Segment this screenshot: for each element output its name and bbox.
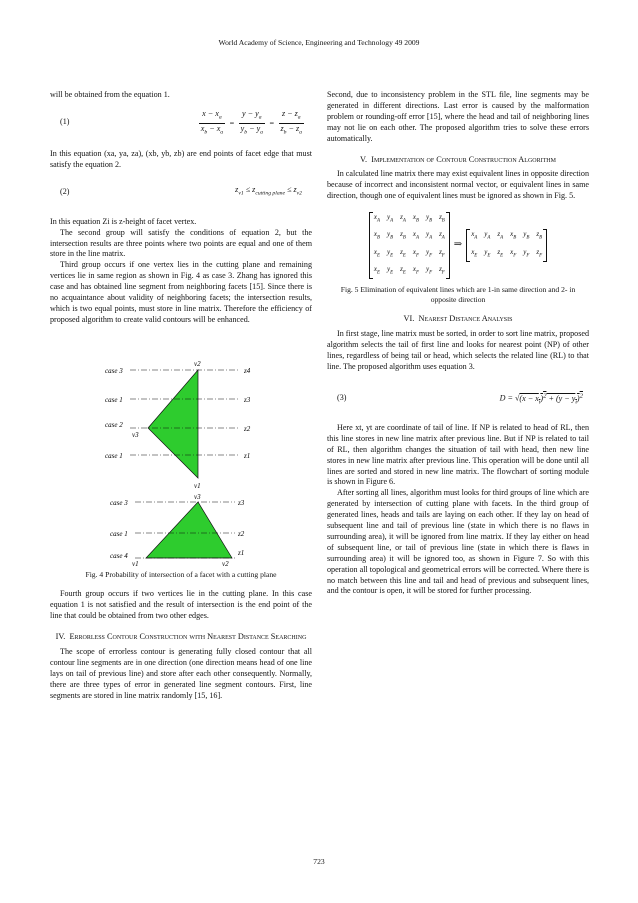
fig4-top <box>105 360 251 490</box>
paragraph: will be obtained from the equation 1. <box>50 90 170 99</box>
implies-arrow: ⇒ <box>453 239 463 251</box>
z-label: z2 <box>238 529 245 538</box>
paragraph: Here xt, yt are coordinate of tail of line. If NP is related to head of RL, then this line stores in new line matrix after previous line. But if NP is related to tail of RL, then algorithm changes the situation of tail with head, then new line stores in new line matrix after previous line. This operation will be done until all lines are sorted and stored in new line matrix. The flowchart of sorting module is shown in Figure 6. <box>327 422 589 487</box>
left-column <box>50 90 312 701</box>
vertex-label: v2 <box>194 359 201 368</box>
fig4-bottom <box>110 493 245 568</box>
paragraph: In this equation (xa, ya, za), (xb, yb, zb) are end points of facet edge that must satisfy the equation 2. <box>50 148 312 169</box>
equation-2 <box>50 179 312 209</box>
page-number: 723 <box>313 857 325 866</box>
equation-2-math: $z_{v1} \le z_{cutting plane} \le z_{v2}$ <box>235 184 302 197</box>
z-label: z1 <box>244 451 251 460</box>
figure-4-caption: Fig. 4 Probability of intersection of a facet with a cutting plane <box>85 569 277 579</box>
equation-number: (1) <box>60 116 70 126</box>
equation-1-math: $\frac{x - x_a}{x_b - x_a}$ = $\frac{y - y_a}{y_b - y_a}$ = $\frac{z - z_a}{z_b - z_a}$ <box>200 108 302 137</box>
right-column <box>327 90 589 597</box>
paragraph: The second group will satisfy the conditions of equation 2, but the intersection results are three points where two points are equal and one of them store in the line matrix. <box>50 227 312 259</box>
paragraph: The scope of errorless contour is generating fully closed contour that all contour line segments are in one direction (one direction means head of one line lays on tail of previous line) and store after each other consequently. Normally, there are three types of error in generated line segment contours. First, line segments are stored in line matrix randomly [15, 16]. <box>50 646 312 700</box>
case-label: case 3 <box>105 366 123 375</box>
matrix-after: $x_A$ $y_A$ $z_A$ $x_B$ $y_B$ $z_B$ $x_E$ $y_E$ $z_E$ $x_F$ $y_F$ $z_F$ <box>466 229 547 262</box>
vertex-label: v2 <box>222 559 229 568</box>
vertex-label: v1 <box>132 559 139 568</box>
equation-1 <box>50 105 312 141</box>
case-label: case 1 <box>110 529 128 538</box>
section-6-heading: VI. Nearest Distance Analysis <box>403 314 513 324</box>
case-label: case 2 <box>105 420 123 429</box>
vertex-label: v3 <box>194 492 201 501</box>
vertex-label: v3 <box>132 430 139 439</box>
paragraph: Second, due to inconsistency problem in the STL file, line segments may be generated in different directions. Last error is caused by the malformation problem or rounding-off error [15], where the head and tail of neighboring lines may not lie on each other. The proposed algorithm tries to solve these errors automatically. <box>327 90 589 143</box>
triangle-facet-bottom <box>146 502 232 558</box>
paragraph: Fourth group occurs if two vertices lie in the cutting plane. In this case equation 1 is not satisfied and the result of intersection is the end point of the line that could be obtained from two other edges. <box>50 589 312 621</box>
paragraph: After sorting all lines, algorithm must looks for third groups of line which are generated by intersection of cutting plane with facets. In the third group of generated lines, heads and tails are laying on each other. If they lay on head of subsequent line and tail of previous line (state in which there is no flaws in surrounding area), it will be ignored from line matrix. If they lay either on head of subsequent line, or tail of previous line (state in which there is flaws in surrounding area) it will be ignored too, as shown in Figure 7. So with this operation all topological and geometrical errors will be corrected. Where there is no match between this line and tail and head of previous and subsequent lines, and the contour is open, it will be stored for further processing. <box>327 488 589 596</box>
figure-5-caption: Fig. 5 Elimination of equivalent lines which are 1-in same direction and 2- in opposite direction <box>340 285 576 304</box>
figure-5-matrices <box>327 212 589 279</box>
z-label: z1 <box>238 548 245 557</box>
paragraph: In first stage, line matrix must be sorted, in order to sort line matrix, proposed algorithm selects the tail of first line and looks for nearest point (NP) of other lines, regardless of being tail or head, which selects the related line (RL) to that line. The proposed algorithm uses equation 3. <box>327 329 589 371</box>
case-label: case 1 <box>105 451 123 460</box>
z-label: z3 <box>244 395 251 404</box>
equation-3 <box>327 385 589 415</box>
equation-number: (3) <box>337 392 347 402</box>
paragraph: In calculated line matrix there may exist equivalent lines in opposite direction because of incorrect and inconsistent normal vector, or equivalent lines in same direction, though one of equivalent lines must be ignored as shown in Fig. 5. <box>327 169 589 201</box>
vertex-label: v1 <box>194 481 201 490</box>
section-4-heading: IV. Errorless Contour Construction with Nearest Distance Searching <box>55 632 307 641</box>
matrix-before: $x_A$ $y_A$ $z_A$ $x_B$ $y_B$ $z_B$ $x_B$ $y_B$ $z_B$ $x_A$ $y_A$ $z_A$ $x_E$ $y_E$ $z_E$ $x_F$ $y_F$ $z_F$ $x_E$ $y_E$ $z_E$ $x_F$ $y_F$ $z_F$ <box>369 212 450 279</box>
paragraph: Third group occurs if one vertex lies in the cutting plane and remaining vertices lie in same region as shown in Fig. 4 as case 3. Zhang has ignored this case and has obtained line segment from neighboring facets [15]. Since there is no acquaintance about validity of neighboring facets; the intersection results, which is two equal points, must store in line matrix. Therefore the efficiency of proposed algorithm to create valid contours will be enhanced. <box>50 260 312 324</box>
running-header: World Academy of Science, Engineering and Technology 49 2009 <box>218 38 420 47</box>
case-label: case 3 <box>110 498 128 507</box>
paragraph: In this equation Zi is z-height of facet vertex. <box>50 216 197 226</box>
equation-number: (2) <box>60 186 70 196</box>
equation-3-math: $D = √(x - x_t)^2 + (y - y_t)^2$ <box>499 391 583 406</box>
case-label: case 4 <box>110 551 128 560</box>
section-5-heading: V. Implementation of Contour Construction Algorithm <box>360 154 556 164</box>
z-label: z2 <box>244 424 251 433</box>
figure-4 <box>50 348 312 568</box>
case-label: case 1 <box>105 395 123 404</box>
z-label: z3 <box>238 498 245 507</box>
triangle-facet-top <box>148 370 198 478</box>
z-label: z4 <box>244 366 251 375</box>
